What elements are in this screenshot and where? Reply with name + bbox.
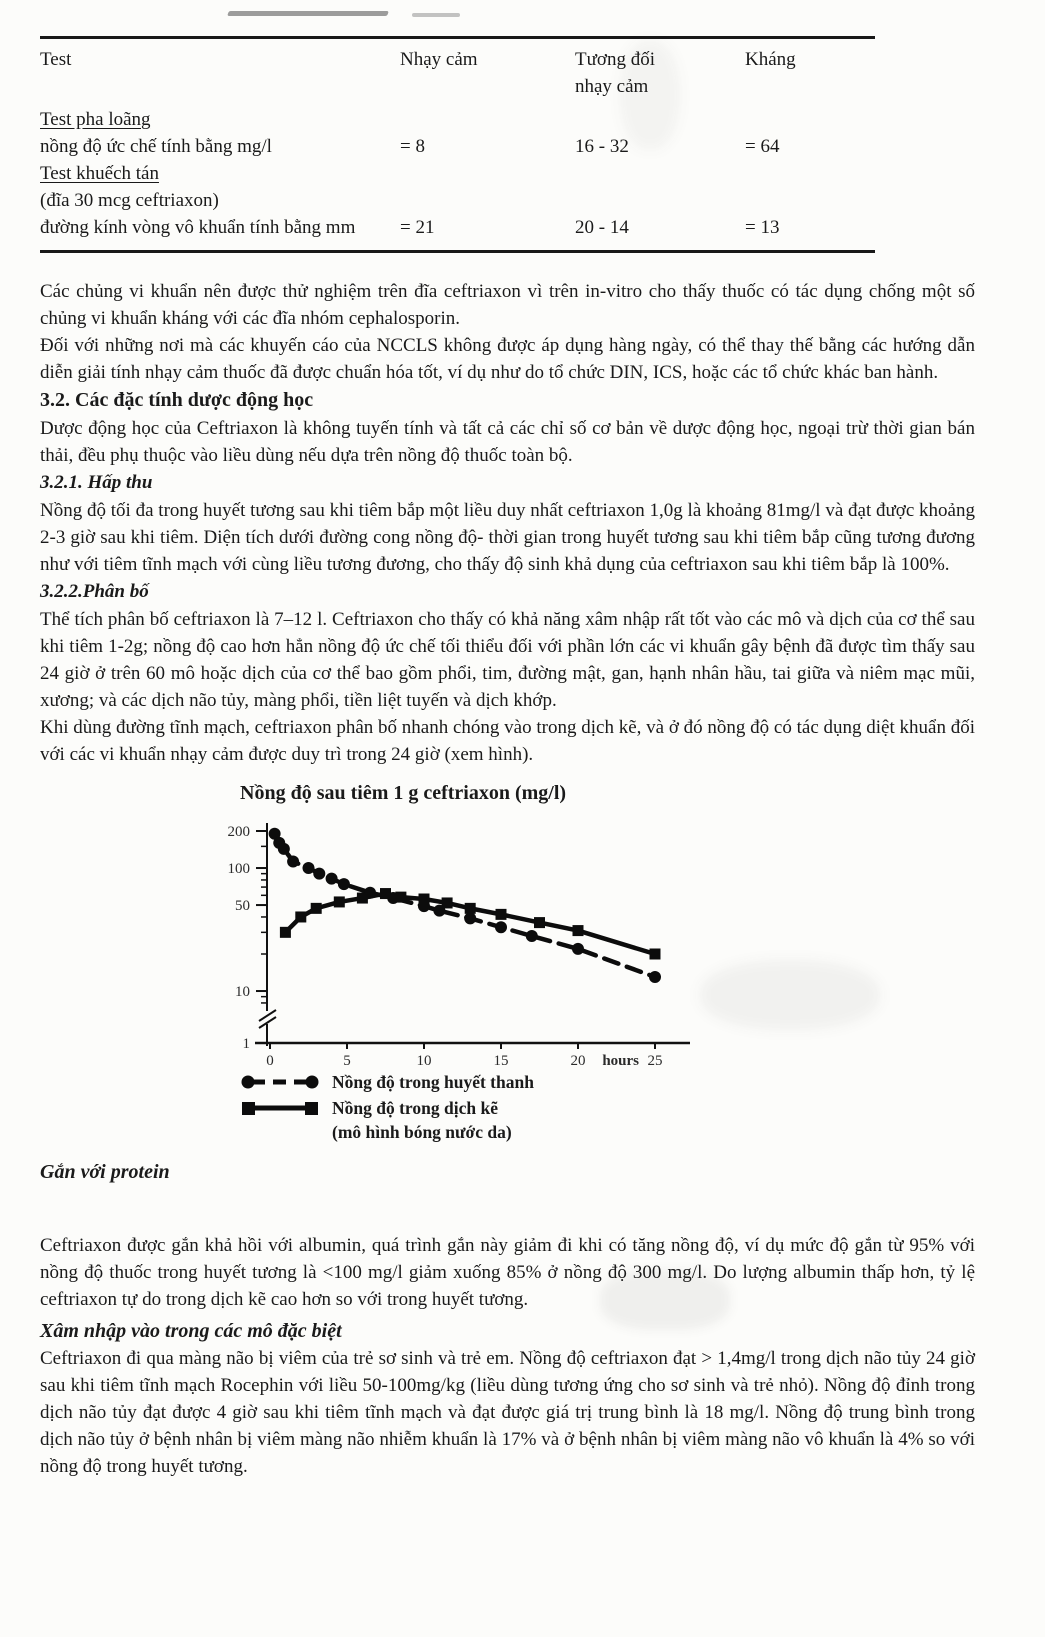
section-heading-distribution: 3.2.2.Phân bố [40, 581, 149, 602]
table-header-intermediate: Tương đối nhạy cảm [575, 49, 655, 97]
table-row [40, 187, 875, 214]
row-intermediate: 20 - 14 [575, 217, 629, 238]
serum-series-legend-icon [240, 1074, 320, 1090]
row-resistant [745, 160, 875, 187]
svg-text:15: 15 [493, 1053, 509, 1069]
paragraph-pk-overview: Dược động học của Ceftriaxon là không tuyến tính và tất cả các chỉ số cơ bản về dược động học, ngoại trừ thời gian bán thải, đều phụ thuộc vào liều dùng nếu dựa trên nồng độ thuốc toàn bộ. [40, 418, 975, 466]
table-header-resistant: Kháng [745, 49, 796, 70]
svg-text:200: 200 [227, 824, 250, 840]
paragraph-nccls: Đối với những nơi mà các khuyến cáo của NCCLS không được áp dụng hàng ngày, có thể thay thế bằng các hướng dẫn diễn giải tính nhạy cảm thuốc đã được chuẩn hóa tốt, ví dụ như do tổ chức DIN, ICS, hoặc các tổ chức khác ban hành. [40, 335, 975, 383]
row-intermediate: 16 - 32 [575, 136, 629, 157]
svg-text:50: 50 [235, 898, 250, 915]
figure-title: Nồng độ sau tiêm 1 g ceftriaxon (mg/l) [240, 782, 567, 804]
legend-row-serum [240, 1069, 975, 1095]
section-heading-pharmacokinetics: 3.2. Các đặc tính dược động học [40, 389, 314, 411]
row-label: nồng độ ức chế tính bằng mg/l [40, 136, 272, 157]
susceptibility-table [40, 36, 875, 253]
legend-row-interstitial [240, 1095, 975, 1121]
row-resistant [745, 106, 875, 133]
row-sensitive [400, 187, 575, 214]
table-header-sensitive: Nhạy cảm [400, 49, 478, 70]
svg-text:hours: hours [602, 1053, 639, 1069]
section-heading-protein-binding: Gắn với protein [40, 1161, 170, 1183]
section-heading-absorption: 3.2.1. Hấp thu [40, 472, 153, 493]
row-resistant [745, 187, 875, 214]
row-sensitive [400, 106, 575, 133]
row-label: (đĩa 30 mcg ceftriaxon) [40, 190, 219, 211]
row-label: đường kính vòng vô khuẩn tính bằng mm [40, 217, 356, 238]
table-row [40, 160, 875, 187]
row-label: Test pha loãng [40, 109, 151, 130]
legend-label-interstitial: Nồng độ trong dịch kẽ [332, 1097, 498, 1118]
section-heading-special-tissues: Xâm nhập vào trong các mô đặc biệt [40, 1320, 342, 1342]
svg-text:10: 10 [416, 1053, 432, 1069]
legend-label-serum: Nồng độ trong huyết thanh [332, 1071, 534, 1092]
row-sensitive: = 21 [400, 217, 435, 238]
paragraph-absorption: Nồng độ tối đa trong huyết tương sau khi tiêm bắp một liều duy nhất ceftriaxon 1,0g là khoảng 81mg/l và đạt được khoảng 2-3 giờ sau khi tiêm. Diện tích dưới đường cong nồng độ- thời gian trong huyết tương sau khi tiêm bắp cũng tương đương như với tiêm tĩnh mạch với cùng liều tương đương, cho thấy độ sinh khả dụng của ceftriaxon sau khi tiêm bắp là 100%. [40, 500, 975, 575]
paragraph-distribution-1: Thể tích phân bố ceftriaxon là 7–12 l. Ceftriaxon cho thấy có khả năng xâm nhập rất tốt vào các mô và dịch của cơ thể sau khi tiêm 1-2g; nồng độ cao hơn hẳn nồng độ ức chế tối thiểu đối với phần lớn các vi khuẩn gây bệnh đã được tìm thấy sau 24 giờ ở trên 60 mô hoặc dịch của cơ thể bao gồm phổi, tim, đường mật, gan, hạnh nhân hầu, tai giữa và niêm mạc mũi, xương; và các dịch não tủy, màng phổi, tiền liệt tuyến và dịch khớp. [40, 609, 975, 711]
legend-note: (mô hình bóng nước da) [332, 1122, 512, 1142]
row-resistant: = 64 [745, 136, 780, 157]
row-label: Test khuếch tán [40, 163, 159, 184]
row-intermediate [575, 187, 745, 214]
row-sensitive [400, 160, 575, 187]
row-intermediate [575, 106, 745, 133]
table-header-row [40, 46, 875, 100]
svg-text:20: 20 [570, 1053, 586, 1069]
svg-text:10: 10 [235, 984, 250, 1001]
row-resistant: = 13 [745, 217, 780, 238]
svg-text:25: 25 [647, 1053, 663, 1069]
svg-text:1: 1 [242, 1036, 250, 1052]
interstitial-series-legend-icon [240, 1100, 320, 1116]
table-row [40, 214, 875, 241]
table-header-test: Test [40, 49, 72, 70]
svg-text:0: 0 [266, 1053, 274, 1069]
legend [240, 1069, 975, 1144]
svg-text:5: 5 [343, 1053, 351, 1069]
paragraph-disc-testing: Các chủng vi khuẩn nên được thử nghiệm trên đĩa ceftriaxon vì trên in-vitro cho thấy thuốc có tác dụng chống một số chủng vi khuẩn kháng với các đĩa nhóm cephalosporin. [40, 281, 975, 329]
row-sensitive: = 8 [400, 136, 425, 157]
svg-text:100: 100 [227, 861, 250, 878]
paragraph-csf-penetration: Ceftriaxon đi qua màng não bị viêm của trẻ sơ sinh và trẻ em. Nồng độ ceftriaxon đạt > 1,4mg/l trong dịch não tủy 24 giờ sau khi tiêm tĩnh mạch Rocephin với liều 50-100mg/kg (liều dùng tương ứng cho sơ sinh và trẻ nhỏ). Nồng độ đỉnh trong dịch não tủy đạt được 4 giờ sau khi tiêm tĩnh mạch và đạt được giá trị trung bình là 18 mg/l. Nồng độ trung bình trong dịch não tủy ở bệnh nhân bị viêm màng não nhiễm khuẩn là 17% và ở bệnh nhân bị viêm màng não vô khuẩn là 4% so với nồng độ trong huyết tương. [40, 1348, 975, 1477]
pk-figure [205, 782, 975, 1144]
paragraph-protein-binding: Ceftriaxon được gắn khả hồi với albumin, quá trình gắn này giảm đi khi có tăng nồng độ, ví dụ mức độ gắn từ 95% với nồng độ thuốc trong huyết tương là <100 mg/l giảm xuống 85% ở nồng độ 300 mg/l. Do lượng albumin thấp hơn, tỷ lệ ceftriaxon tự do trong dịch kẽ cao hơn so với trong huyết tương. [40, 1235, 975, 1310]
table-row [40, 133, 875, 160]
table-row [40, 106, 875, 133]
row-intermediate [575, 160, 745, 187]
pk-chart-plot [205, 811, 705, 1069]
paragraph-distribution-2: Khi dùng đường tĩnh mạch, ceftriaxon phân bố nhanh chóng vào trong dịch kẽ, và ở đó nồng độ có tác dụng diệt khuẩn đối với các vi khuẩn nhạy cảm được duy trì trong 24 giờ (xem hình). [40, 717, 975, 765]
